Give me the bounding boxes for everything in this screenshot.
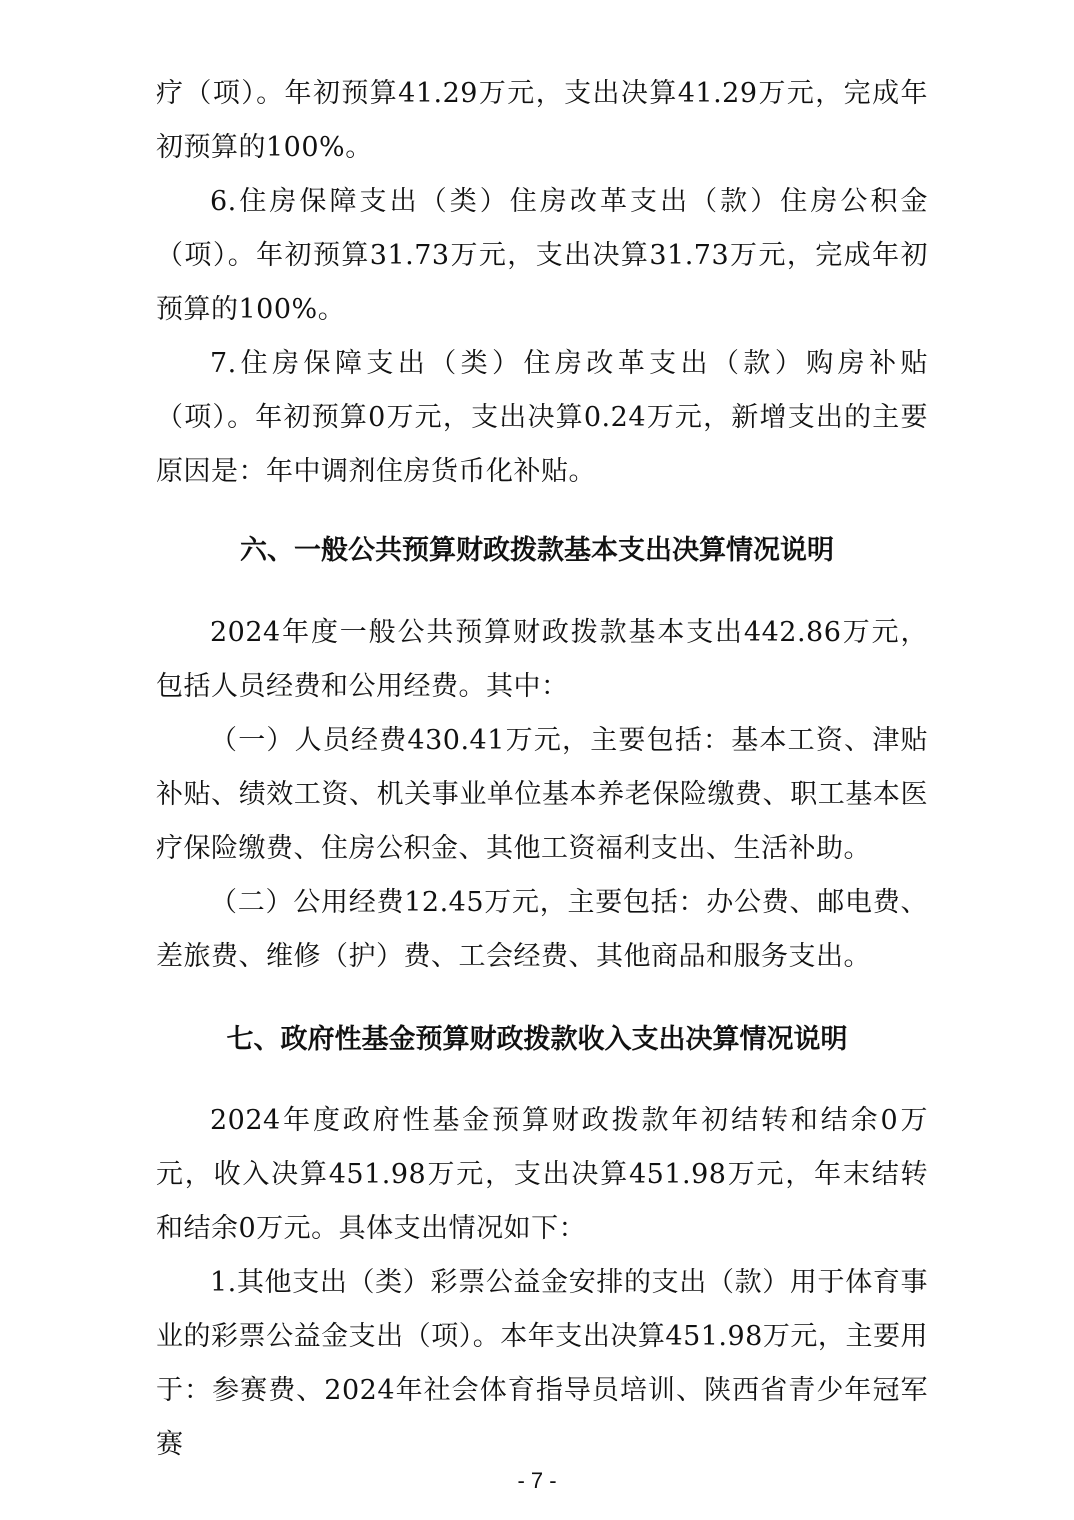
section-heading-6: 六、一般公共预算财政拨款基本支出决算情况说明 xyxy=(240,535,834,566)
paragraph-housing-subsidy: 7.住房保障支出（类）住房改革支出（款）购房补贴（项）。年初预算0万元，支出决算0.24万元，新增支出的主要原因是：年中调剂住房货币化补贴。 xyxy=(156,348,928,487)
paragraph-basic-expenditure: 2024年度一般公共预算财政拨款基本支出442.86万元，包括人员经费和公用经费。其中： xyxy=(156,617,928,702)
paragraph-housing-fund: 6.住房保障支出（类）住房改革支出（款）住房公积金（项）。年初预算31.73万元，支出决算31.73万元，完成年初预算的100%。 xyxy=(156,186,928,325)
paragraph-lottery-fund-expenditure: 1.其他支出（类）彩票公益金安排的支出（款）用于体育事业的彩票公益金支出（项）。本年支出决算451.98万元，主要用于：参赛费、2024年社会体育指导员培训、陕西省青少年冠军赛 xyxy=(156,1267,928,1460)
paragraph-medical-item-continued: 疗（项）。年初预算41.29万元，支出决算41.29万元，完成年初预算的100%。 xyxy=(156,78,928,163)
paragraph-personnel-expenses: （一）人员经费430.41万元，主要包括：基本工资、津贴补贴、绩效工资、机关事业单位基本养老保险缴费、职工基本医疗保险缴费、住房公积金、其他工资福利支出、生活补助。 xyxy=(156,725,928,864)
page-number: - 7 - xyxy=(517,1468,557,1493)
paragraph-public-expenses: （二）公用经费12.45万元，主要包括：办公费、邮电费、差旅费、维修（护）费、工会经费、其他商品和服务支出。 xyxy=(156,887,928,972)
paragraph-government-fund-summary: 2024年度政府性基金预算财政拨款年初结转和结余0万元，收入决算451.98万元，支出决算451.98万元，年末结转和结余0万元。具体支出情况如下： xyxy=(156,1105,928,1244)
section-heading-7: 七、政府性基金预算财政拨款收入支出决算情况说明 xyxy=(226,1024,848,1055)
